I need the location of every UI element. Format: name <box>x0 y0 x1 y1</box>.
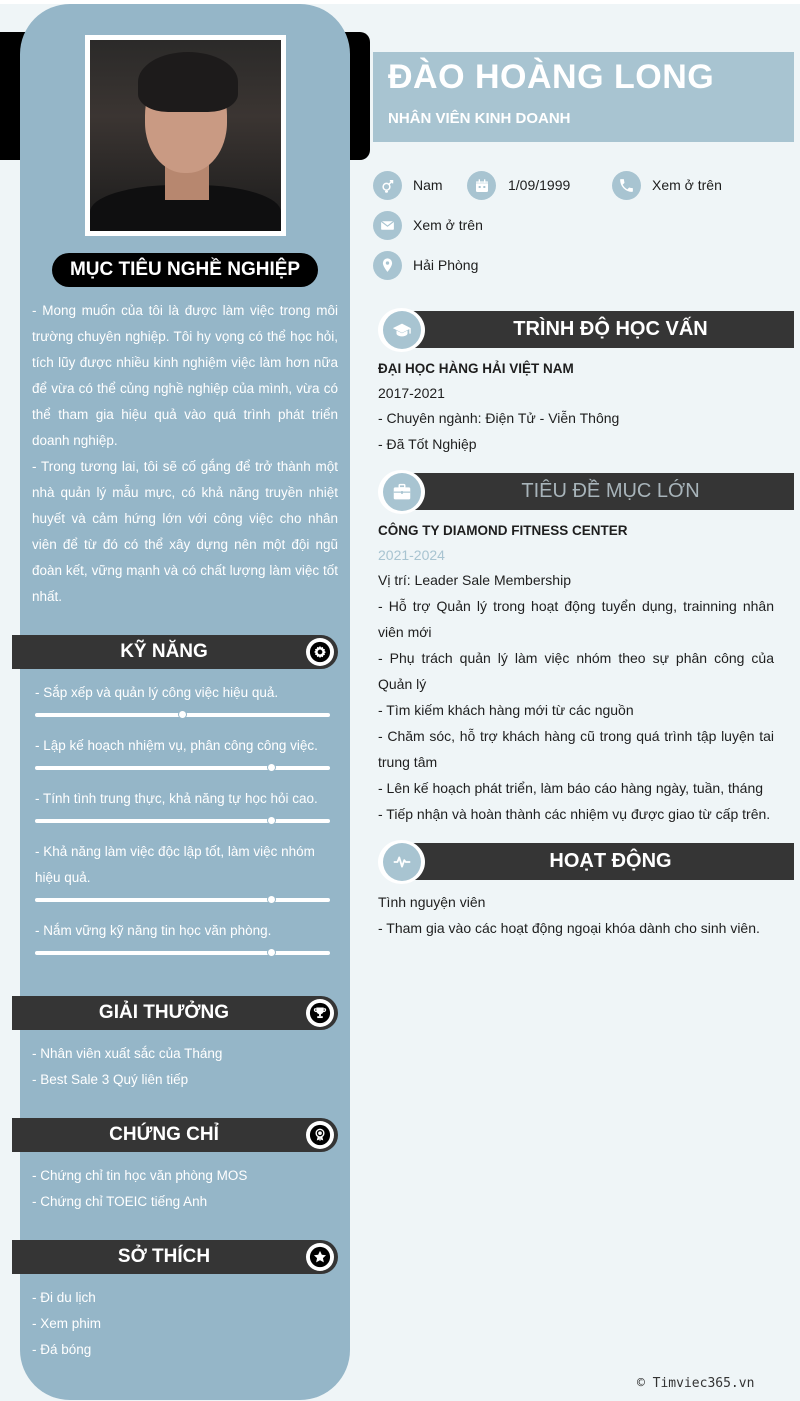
skill-bar-1 <box>35 713 330 717</box>
footer-credit: © Timviec365.vn <box>637 1376 755 1391</box>
experience-title: TIÊU ĐỀ MỤC LỚN <box>403 473 794 510</box>
birthday-text: 1/09/1999 <box>508 177 571 193</box>
skill-item-1: - Sắp xếp và quản lý công việc hiệu quả. <box>35 685 279 700</box>
certificates-header <box>12 1118 338 1152</box>
objective-paragraph-2: - Trong tương lai, tôi sẽ cố gắng để trở thành một nhà quản lý mẫu mực, có khả năng truyền nhiệt huyết và cảm hứng lớn với công việc cho nhân viên để từ đó có thể xây dựng nên một đội ngũ đoàn kết, vững mạnh và có chất lượng làm việc tốt nhất. <box>32 459 338 604</box>
star-icon <box>306 1243 334 1271</box>
skill-dot-1 <box>178 710 187 719</box>
hobbies-title: SỞ THÍCH <box>117 1246 211 1267</box>
hobby-item-2: - Xem phim <box>32 1316 102 1331</box>
location-icon <box>373 251 402 280</box>
experience-detail-6: - Tiếp nhận và hoàn thành các nhiệm vụ được giao từ cấp trên. <box>378 806 771 822</box>
job-title: NHÂN VIÊN KINH DOANH <box>388 110 571 127</box>
education-detail-1: - Chuyên ngành: Điện Tử - Viễn Thông <box>378 410 620 426</box>
awards-header <box>12 996 338 1030</box>
avatar <box>85 35 286 236</box>
awards-title: GIẢI THƯỞNG <box>98 1002 230 1023</box>
skill-bar-3 <box>35 819 330 823</box>
skill-bar-4 <box>35 898 330 902</box>
experience-detail-1: - Hỗ trợ Quản lý trong hoạt động tuyển dụng, trainning nhân viên mới <box>378 598 774 640</box>
education-title: TRÌNH ĐỘ HỌC VẤN <box>403 311 794 348</box>
experience-detail-2: - Phụ trách quản lý làm việc nhóm theo sự phân công của Quản lý <box>378 650 774 692</box>
certificate-item-1: - Chứng chỉ tin học văn phòng MOS <box>32 1168 248 1183</box>
skill-dot-2 <box>267 763 276 772</box>
skill-bar-5 <box>35 951 330 955</box>
calendar-icon <box>467 171 496 200</box>
education-detail-2: - Đã Tốt Nghiệp <box>378 436 477 452</box>
profile-photo <box>90 40 281 231</box>
pulse-icon <box>383 843 421 881</box>
experience-position: Vị trí: Leader Sale Membership <box>378 572 571 588</box>
skill-item-3: - Tính tình trung thực, khả năng tự học hỏi cao. <box>35 791 318 806</box>
email-icon <box>373 211 402 240</box>
skill-item-2: - Lập kế hoạch nhiệm vụ, phân công công việc. <box>35 738 318 753</box>
award-item-2: - Best Sale 3 Quý liên tiếp <box>32 1072 189 1087</box>
gear-icon <box>306 638 334 666</box>
graduation-cap-icon <box>383 311 421 349</box>
skill-dot-5 <box>267 948 276 957</box>
objective-paragraph-1: - Mong muốn của tôi là được làm việc trong môi trường chuyên nghiệp. Tôi hy vọng có thể học hỏi, tích lũy được nhiều kinh nghiệm việc làm hơn nữa để vừa có thể củng nghề nghiệp của mình, vừa có thể tham gia hiệu quả vào quá trình phát triển doanh nghiệp. <box>32 303 338 448</box>
skills-title: KỸ NĂNG <box>120 641 208 662</box>
activities-detail-1: - Tham gia vào các hoạt động ngoại khóa dành cho sinh viên. <box>378 920 760 936</box>
trophy-icon <box>306 999 334 1027</box>
education-header <box>378 308 794 352</box>
activities-header <box>378 840 794 884</box>
education-period: 2017-2021 <box>378 385 445 401</box>
education-school: ĐẠI HỌC HÀNG HẢI VIỆT NAM <box>378 361 574 376</box>
phone-icon <box>612 171 641 200</box>
skill-bar-2 <box>35 766 330 770</box>
full-name: ĐÀO HOÀNG LONG <box>388 58 715 96</box>
gender-text: Nam <box>413 177 443 193</box>
briefcase-icon <box>383 473 421 511</box>
activities-subtitle: Tình nguyện viên <box>378 894 486 910</box>
skill-dot-3 <box>267 816 276 825</box>
skill-item-4: - Khả năng làm việc độc lập tốt, làm việc nhóm hiệu quả. <box>35 844 315 885</box>
address-text: Hải Phòng <box>413 257 479 273</box>
objective-title: MỤC TIÊU NGHỀ NGHIỆP <box>52 253 318 287</box>
email-text: Xem ở trên <box>413 217 483 233</box>
hobbies-header <box>12 1240 338 1274</box>
gender-icon <box>373 171 402 200</box>
experience-detail-5: - Lên kế hoạch phát triển, làm báo cáo hàng ngày, tuần, tháng <box>378 780 764 796</box>
skills-header <box>12 635 338 669</box>
experience-period: 2021-2024 <box>378 547 445 563</box>
hobby-item-1: - Đi du lịch <box>32 1290 96 1305</box>
certificate-item-2: - Chứng chỉ TOEIC tiếng Anh <box>32 1194 208 1209</box>
skill-item-5: - Nắm vững kỹ năng tin học văn phòng. <box>35 923 272 938</box>
experience-header <box>378 470 794 514</box>
experience-detail-4: - Chăm sóc, hỗ trợ khách hàng cũ trong quá trình tập luyện tai trung tâm <box>378 728 774 770</box>
activities-title: HOẠT ĐỘNG <box>403 843 794 880</box>
skill-dot-4 <box>267 895 276 904</box>
experience-detail-3: - Tìm kiếm khách hàng mới từ các nguồn <box>378 702 634 718</box>
award-item-1: - Nhân viên xuất sắc của Tháng <box>32 1046 223 1061</box>
medal-icon <box>306 1121 334 1149</box>
certificates-title: CHỨNG CHỈ <box>109 1124 219 1145</box>
hobby-item-3: - Đá bóng <box>32 1342 92 1357</box>
experience-company: CÔNG TY DIAMOND FITNESS CENTER <box>378 523 628 538</box>
phone-text: Xem ở trên <box>652 177 722 193</box>
